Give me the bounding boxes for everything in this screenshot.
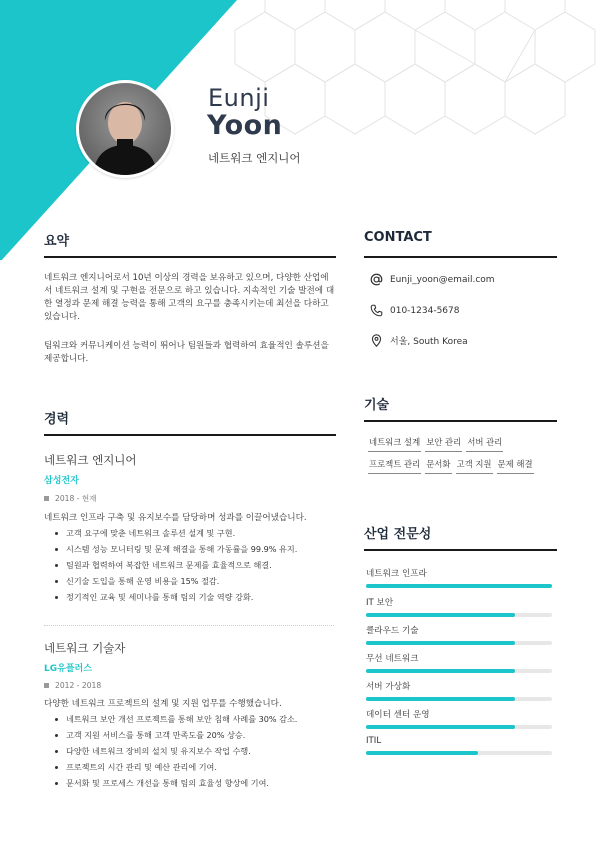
expertise-item — [366, 708, 552, 729]
expertise-bar-track — [366, 641, 552, 645]
summary-paragraph-1: 네트워크 엔지니어로서 10년 이상의 경력을 보유하고 있으며, 다양한 산업에서 네트워크 설계 및 구현을 전문으로 하고 있습니다. 지속적인 기술 발전에 대한 열정과 문제 해결 능력을 통해 고객의 요구를 충족시키는데 최선을 다하고 있습니다. — [44, 273, 335, 322]
skill-tag: 문서화 — [425, 458, 451, 474]
expertise-bar-track — [366, 751, 552, 755]
expertise-item — [366, 567, 552, 588]
expertise-label: 무선 네트워크 — [366, 654, 419, 664]
square-bullet-icon — [44, 683, 49, 688]
list-item: 네트워크 보안 개선 프로젝트를 통해 보안 침해 사례를 30% 감소. — [44, 711, 336, 727]
first-name: Eunji — [208, 84, 270, 112]
skill-tag: 고객 지원 — [456, 458, 493, 474]
contact-location-text: 서울, South Korea — [390, 337, 468, 347]
job-date-text: 2012 - 2018 — [55, 681, 102, 690]
expertise-heading: 산업 전문성 — [364, 527, 432, 542]
list-item: 문서화 및 프로세스 개선을 통해 팀의 효율성 향상에 기여. — [44, 775, 336, 791]
contact-email-text: Eunji_yoon@email.com — [390, 274, 495, 285]
experience-divider — [44, 434, 336, 436]
skill-tag: 서버 관리 — [466, 436, 503, 452]
list-item: 팀원과 협력하여 복잡한 네트워크 문제를 효율적으로 해결. — [44, 557, 336, 573]
job-bullet-list — [44, 525, 336, 605]
job-description: 다양한 네트워크 프로젝트의 설계 및 지원 업무를 수행했습니다. — [44, 699, 282, 709]
location-pin-icon — [370, 334, 383, 347]
job-separator — [44, 625, 334, 626]
list-item: 고객 지원 서비스를 통해 고객 만족도를 20% 상승. — [44, 727, 336, 743]
job-date-text: 2018 - 현재 — [55, 494, 97, 503]
skill-tag: 네트워크 설계 — [368, 436, 421, 452]
skills-list — [368, 436, 558, 474]
skills-divider — [364, 420, 557, 422]
expertise-bar-fill — [366, 584, 552, 588]
expertise-bar-fill — [366, 725, 515, 729]
job-date — [44, 681, 336, 690]
expertise-bar-track — [366, 613, 552, 617]
list-item: 시스템 성능 모니터링 및 문제 해결을 통해 가동률을 99.9% 유지. — [44, 541, 336, 557]
person-silhouette-icon — [79, 83, 171, 175]
list-item: 고객 요구에 맞춘 네트워크 솔루션 설계 및 구현. — [44, 525, 336, 541]
job-entry-1 — [44, 452, 336, 605]
expertise-item — [366, 596, 552, 617]
expertise-item — [366, 652, 552, 673]
square-bullet-icon — [44, 496, 49, 501]
experience-heading: 경력 — [44, 412, 70, 427]
expertise-bar-fill — [366, 751, 478, 755]
list-item: 신기술 도입을 통해 운영 비용을 15% 절감. — [44, 573, 336, 589]
expertise-bar-fill — [366, 697, 515, 701]
job-company: 삼성전자 — [44, 476, 79, 486]
contact-email[interactable] — [370, 273, 495, 286]
expertise-item — [366, 736, 552, 755]
phone-icon — [370, 304, 383, 317]
expertise-bar-track — [366, 725, 552, 729]
contact-phone[interactable] — [370, 304, 459, 317]
job-date — [44, 493, 336, 504]
job-role: 네트워크 엔지니어 — [44, 453, 137, 467]
expertise-label: 네트워크 인프라 — [366, 569, 427, 579]
job-company: LG유플러스 — [44, 664, 92, 674]
list-item: 정기적인 교육 및 세미나를 통해 팀의 기술 역량 강화. — [44, 589, 336, 605]
contact-divider — [364, 256, 557, 258]
expertise-label: 데이터 센터 운영 — [366, 710, 430, 720]
expertise-item — [366, 680, 552, 701]
expertise-item — [366, 624, 552, 645]
at-icon — [370, 273, 383, 286]
expertise-label: ITIL — [366, 736, 382, 746]
expertise-divider — [364, 549, 557, 551]
job-bullet-list — [44, 711, 336, 791]
expertise-bar-fill — [366, 613, 515, 617]
skills-heading: 기술 — [364, 398, 390, 413]
list-item: 다양한 네트워크 장비의 설치 및 유지보수 작업 수행. — [44, 743, 336, 759]
expertise-bar-track — [366, 584, 552, 588]
expertise-bar-fill — [366, 641, 515, 645]
skill-tag: 문제 해결 — [497, 458, 534, 474]
skill-tag: 프로젝트 관리 — [368, 458, 421, 474]
expertise-bar-track — [366, 697, 552, 701]
expertise-bar-fill — [366, 669, 515, 673]
expertise-label: IT 보안 — [366, 598, 394, 608]
skill-tag: 보안 관리 — [425, 436, 462, 452]
last-name: Yoon — [207, 110, 283, 141]
summary-divider — [44, 256, 336, 258]
contact-heading: CONTACT — [364, 230, 432, 245]
expertise-label: 클라우드 기술 — [366, 626, 419, 636]
summary-paragraph-2: 팀워크와 커뮤니케이션 능력이 뛰어나 팀원들과 협력하여 효율적인 솔루션을 제공합니다. — [44, 341, 329, 364]
avatar — [79, 83, 171, 175]
job-entry-2 — [44, 640, 336, 791]
job-description: 네트워크 인프라 구축 및 유지보수를 담당하며 성과를 이끌어냈습니다. — [44, 513, 307, 523]
profile-photo — [76, 80, 174, 178]
expertise-bar-track — [366, 669, 552, 673]
expertise-label: 서버 가상화 — [366, 682, 411, 692]
contact-location — [370, 334, 468, 347]
job-title: 네트워크 엔지니어 — [208, 151, 301, 165]
job-role: 네트워크 기술자 — [44, 641, 126, 655]
list-item: 프로젝트의 시간 관리 및 예산 관리에 기여. — [44, 759, 336, 775]
summary-heading: 요약 — [44, 234, 70, 249]
contact-phone-text: 010-1234-5678 — [390, 305, 460, 316]
